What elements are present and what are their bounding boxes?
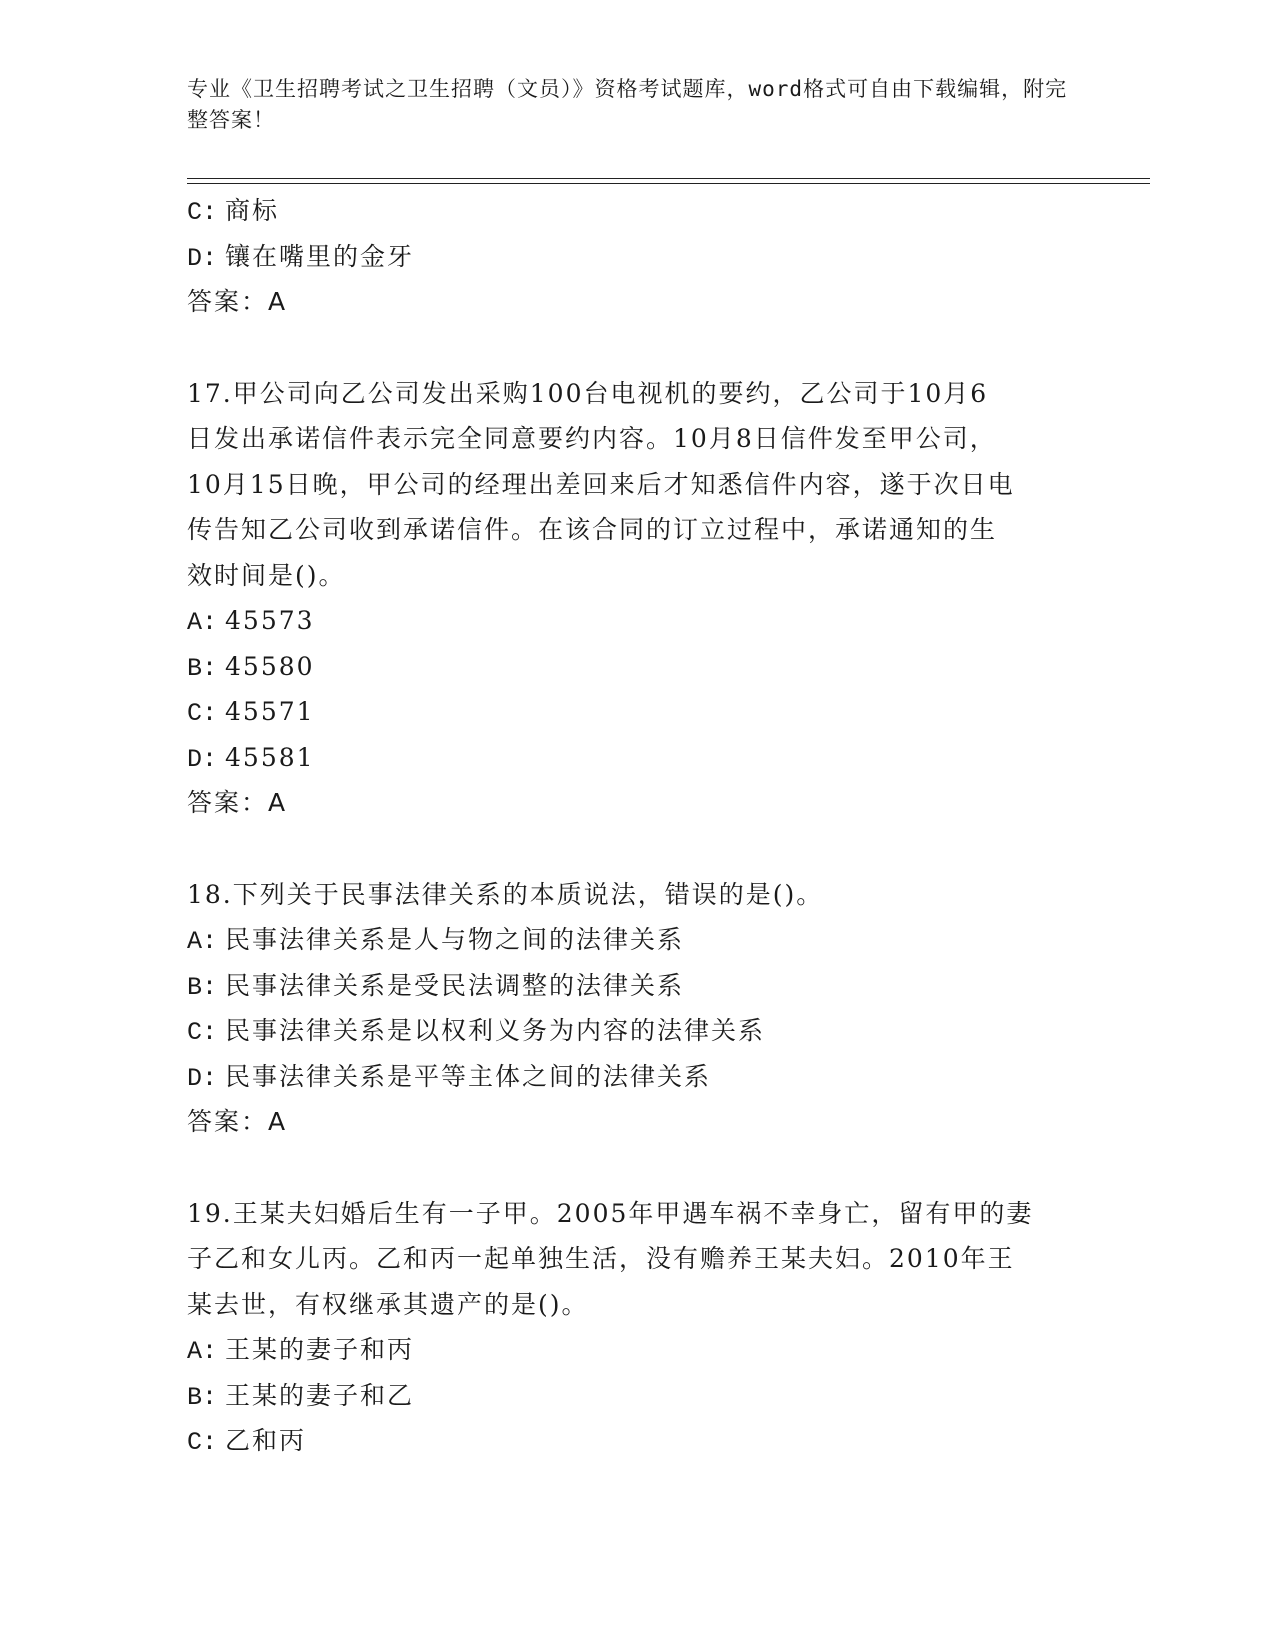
option-label: B: (187, 653, 218, 683)
question-stem-line: 17.甲公司向乙公司发出采购100台电视机的要约，乙公司于10月6 (187, 378, 989, 408)
option-row (187, 598, 1087, 644)
question-content (187, 188, 1087, 1464)
question-stem-line: 19.王某夫妇婚后生有一子甲。2005年甲遇车祸不幸身亡，留有甲的妻 (187, 1198, 1034, 1228)
option-label: C: (187, 1428, 218, 1457)
question-stem-line: 18.下列关于民事法律关系的本质说法，错误的是()。 (187, 879, 824, 909)
option-row (187, 735, 1087, 781)
header-divider-top (187, 178, 1150, 179)
option-label: B: (187, 972, 218, 1002)
option-row (187, 234, 1087, 280)
option-label: A: (187, 608, 218, 637)
option-label: B: (187, 1382, 218, 1412)
question-18 (187, 872, 1087, 1145)
option-row (187, 1327, 1087, 1373)
option-text: 45571 (225, 697, 315, 726)
header-divider-bottom (187, 183, 1150, 184)
option-text: 王某的妻子和乙 (225, 1380, 415, 1410)
answer-line: 答案：A (187, 788, 288, 817)
option-label: C: (187, 1018, 218, 1047)
option-row (187, 644, 1087, 690)
spacer (187, 1145, 1087, 1191)
option-row (187, 1008, 1087, 1054)
question-19 (187, 1191, 1087, 1464)
option-text: 民事法律关系是受民法调整的法律关系 (225, 970, 685, 1000)
option-text: 镶在嘴里的金牙 (225, 241, 415, 271)
question-stem-line: 传告知乙公司收到承诺信件。在该合同的订立过程中，承诺通知的生 (187, 515, 998, 544)
option-row (187, 1373, 1087, 1419)
option-text: 王某的妻子和丙 (225, 1335, 415, 1364)
question-stem-line: 效时间是()。 (187, 560, 346, 590)
spacer (187, 826, 1087, 872)
option-row (187, 1054, 1087, 1100)
option-text: 商标 (225, 196, 280, 225)
option-label: D: (187, 1063, 218, 1093)
question-stem-line: 日发出承诺信件表示完全同意要约内容。10月8日信件发至甲公司， (187, 424, 997, 453)
answer-line: 答案：A (187, 1107, 288, 1136)
option-text: 45573 (225, 606, 315, 635)
question-17 (187, 371, 1087, 826)
prev-question (187, 188, 1087, 325)
option-text: 民事法律关系是平等主体之间的法律关系 (225, 1061, 712, 1091)
spacer (187, 325, 1087, 371)
option-row (187, 689, 1087, 735)
option-row (187, 188, 1087, 234)
option-text: 45580 (225, 651, 315, 681)
option-row (187, 963, 1087, 1009)
option-label: D: (187, 243, 218, 273)
option-row (187, 917, 1087, 963)
option-row (187, 1418, 1087, 1464)
option-label: A: (187, 1337, 218, 1366)
option-text: 乙和丙 (225, 1426, 307, 1455)
option-label: A: (187, 927, 218, 956)
document-header: 专业《卫生招聘考试之卫生招聘（文员）》资格考试题库，word格式可自由下载编辑，附完整答案！ (187, 77, 1068, 132)
option-text: 民事法律关系是人与物之间的法律关系 (225, 925, 685, 954)
question-stem-line: 某去世，有权继承其遗产的是()。 (187, 1289, 589, 1319)
option-label: D: (187, 744, 218, 774)
answer-line: 答案：A (187, 287, 288, 316)
option-label: C: (187, 198, 218, 227)
option-text: 民事法律关系是以权利义务为内容的法律关系 (225, 1016, 766, 1045)
question-stem-line: 10月15日晚，甲公司的经理出差回来后才知悉信件内容，遂于次日电 (187, 469, 1015, 499)
option-label: C: (187, 699, 218, 728)
question-stem-line: 子乙和女儿丙。乙和丙一起单独生活，没有赡养王某夫妇。2010年王 (187, 1244, 1015, 1273)
option-text: 45581 (225, 742, 315, 772)
